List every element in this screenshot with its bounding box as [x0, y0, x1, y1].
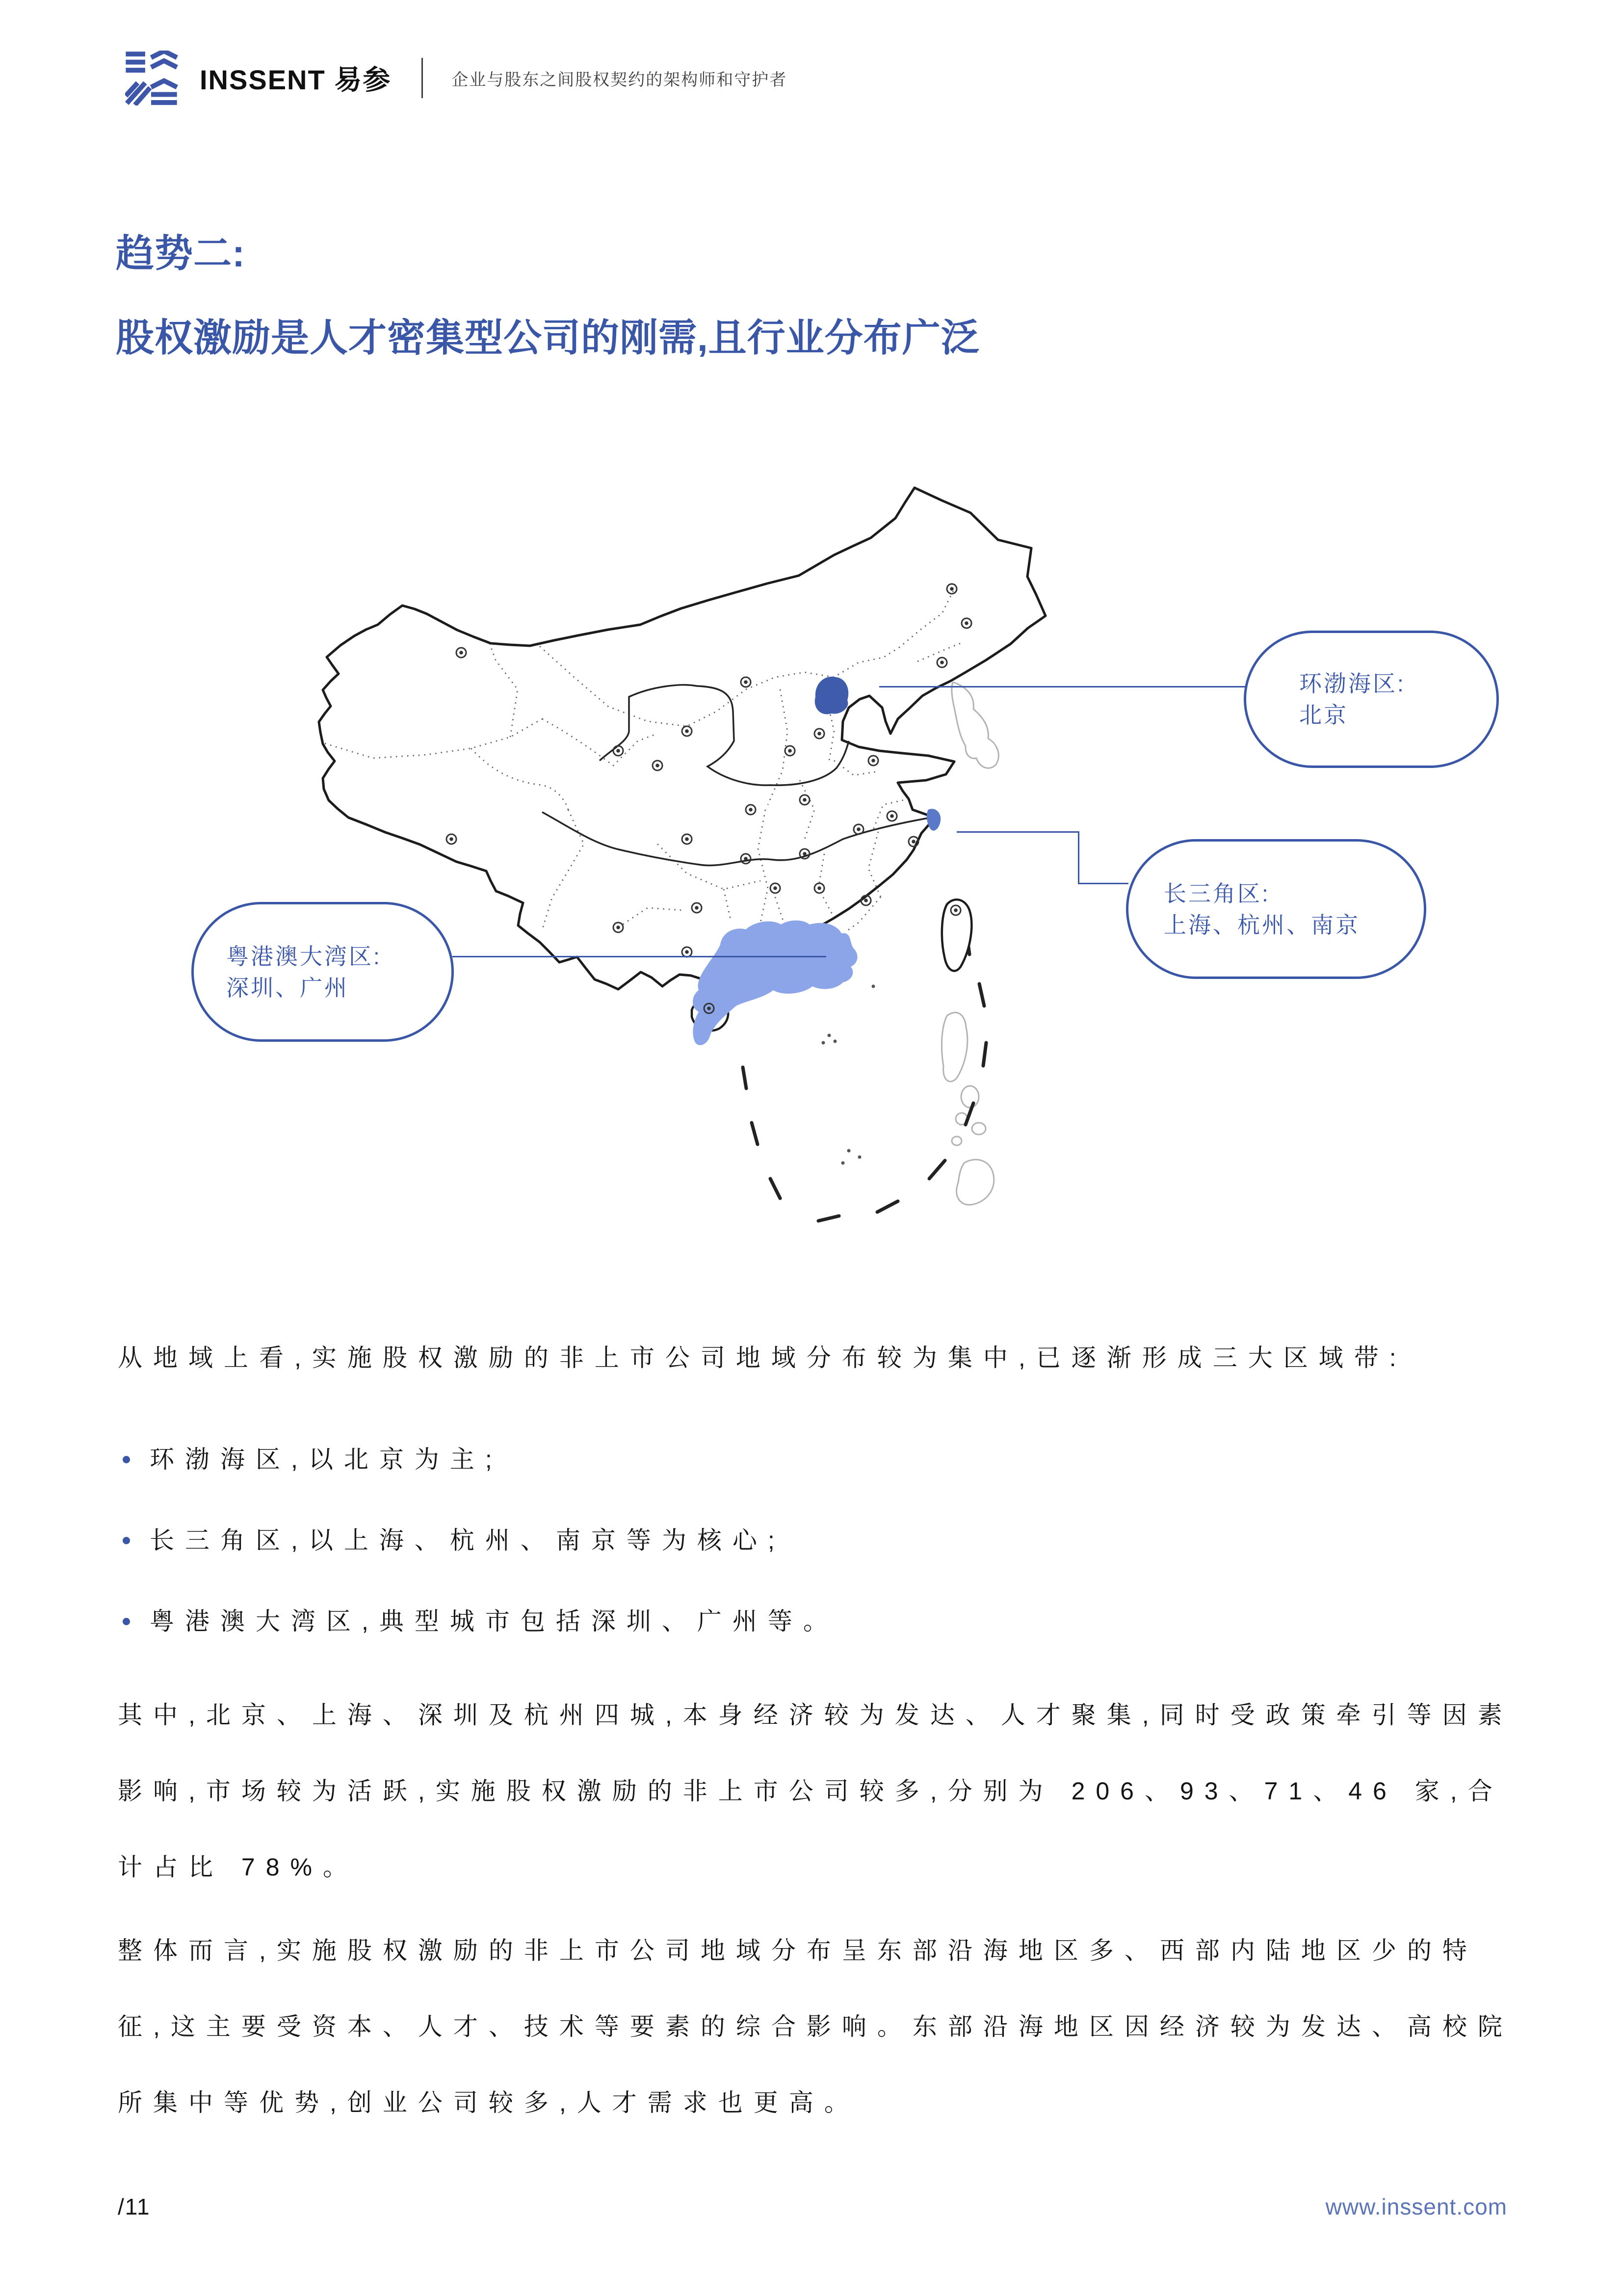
- page-footer: [118, 2193, 1507, 2220]
- body-paragraph-2: 其中,北京、上海、深圳及杭州四城,本身经济较为发达、人才聚集,同时受政策牵引等因素影响,市场较为活跃,实施股权激励的非上市公司较多,分别为 206、93、71、46 家,合计占比 78%。: [118, 1701, 1513, 1881]
- callout-line-yangtze-2: [1078, 831, 1079, 884]
- bullet-item-bohai: [118, 1419, 1521, 1500]
- callout-bohai-title: 环渤海区:: [1299, 671, 1406, 696]
- body-paragraph-1: 从地域上看,实施股权激励的非上市公司地域分布较为集中,已逐渐形成三大区域带:: [118, 1344, 1407, 1372]
- inssent-logo-icon: [125, 51, 183, 106]
- header-divider: [421, 58, 423, 98]
- brand-tagline: 企业与股东之间股权契约的架构师和守护者: [451, 70, 787, 89]
- page-number: /11: [118, 2194, 151, 2219]
- bullet-item-yangtze: [118, 1500, 1521, 1581]
- islet-dots: [822, 985, 875, 1165]
- brand-name: INSSENT 易参: [200, 64, 392, 95]
- bullet-dot-icon: [123, 1618, 130, 1625]
- title-line2: 股权激励是人才密集型公司的刚需,且行业分布广泛: [116, 316, 980, 359]
- callout-bohai: [1244, 631, 1499, 768]
- bullet-item-greater-bay: [118, 1581, 1521, 1662]
- callout-greater-bay-title: 粤港澳大湾区:: [226, 943, 382, 969]
- bullet-dot-icon: [123, 1537, 130, 1544]
- callout-line-yangtze-3: [1078, 883, 1128, 884]
- region-bullet-list: [118, 1419, 1521, 1662]
- china-map-graphic: [196, 466, 1227, 1325]
- title-line1: 趋势二:: [116, 232, 245, 275]
- bullet-text: 长三角区,以上海、杭州、南京等为核心;: [150, 1527, 785, 1554]
- bullet-text: 粤港澳大湾区,典型城市包括深圳、广州等。: [150, 1608, 838, 1635]
- callout-line-yangtze-1: [957, 831, 1079, 833]
- page-title: [116, 211, 980, 380]
- callout-line-bay: [452, 956, 826, 957]
- callout-bohai-cities: 北京: [1299, 702, 1348, 728]
- body-paragraph-3: 整体而言,实施股权激励的非上市公司地域分布呈东部沿海地区多、西部内陆地区少的特征,这主要受资本、人才、技术等要素的综合影响。东部沿海地区因经济较为发达、高校院所集中等优势,创业公司较多,人才需求也更高。: [118, 1937, 1513, 2116]
- callout-greater-bay: [191, 902, 454, 1042]
- region-shanghai: [927, 809, 941, 831]
- callout-yangtze-cities: 上海、杭州、南京: [1164, 912, 1360, 938]
- page-header: [125, 49, 787, 107]
- bullet-text: 环渤海区,以北京为主;: [150, 1446, 503, 1473]
- website-link[interactable]: www.inssent.com: [1325, 2194, 1507, 2219]
- callout-yangtze-title: 长三角区:: [1164, 880, 1270, 906]
- bullet-dot-icon: [123, 1456, 130, 1463]
- callout-greater-bay-cities: 深圳、广州: [226, 975, 349, 1001]
- callout-yangtze: [1126, 839, 1426, 979]
- region-beijing: [815, 677, 848, 714]
- callout-line-bohai: [879, 686, 1245, 687]
